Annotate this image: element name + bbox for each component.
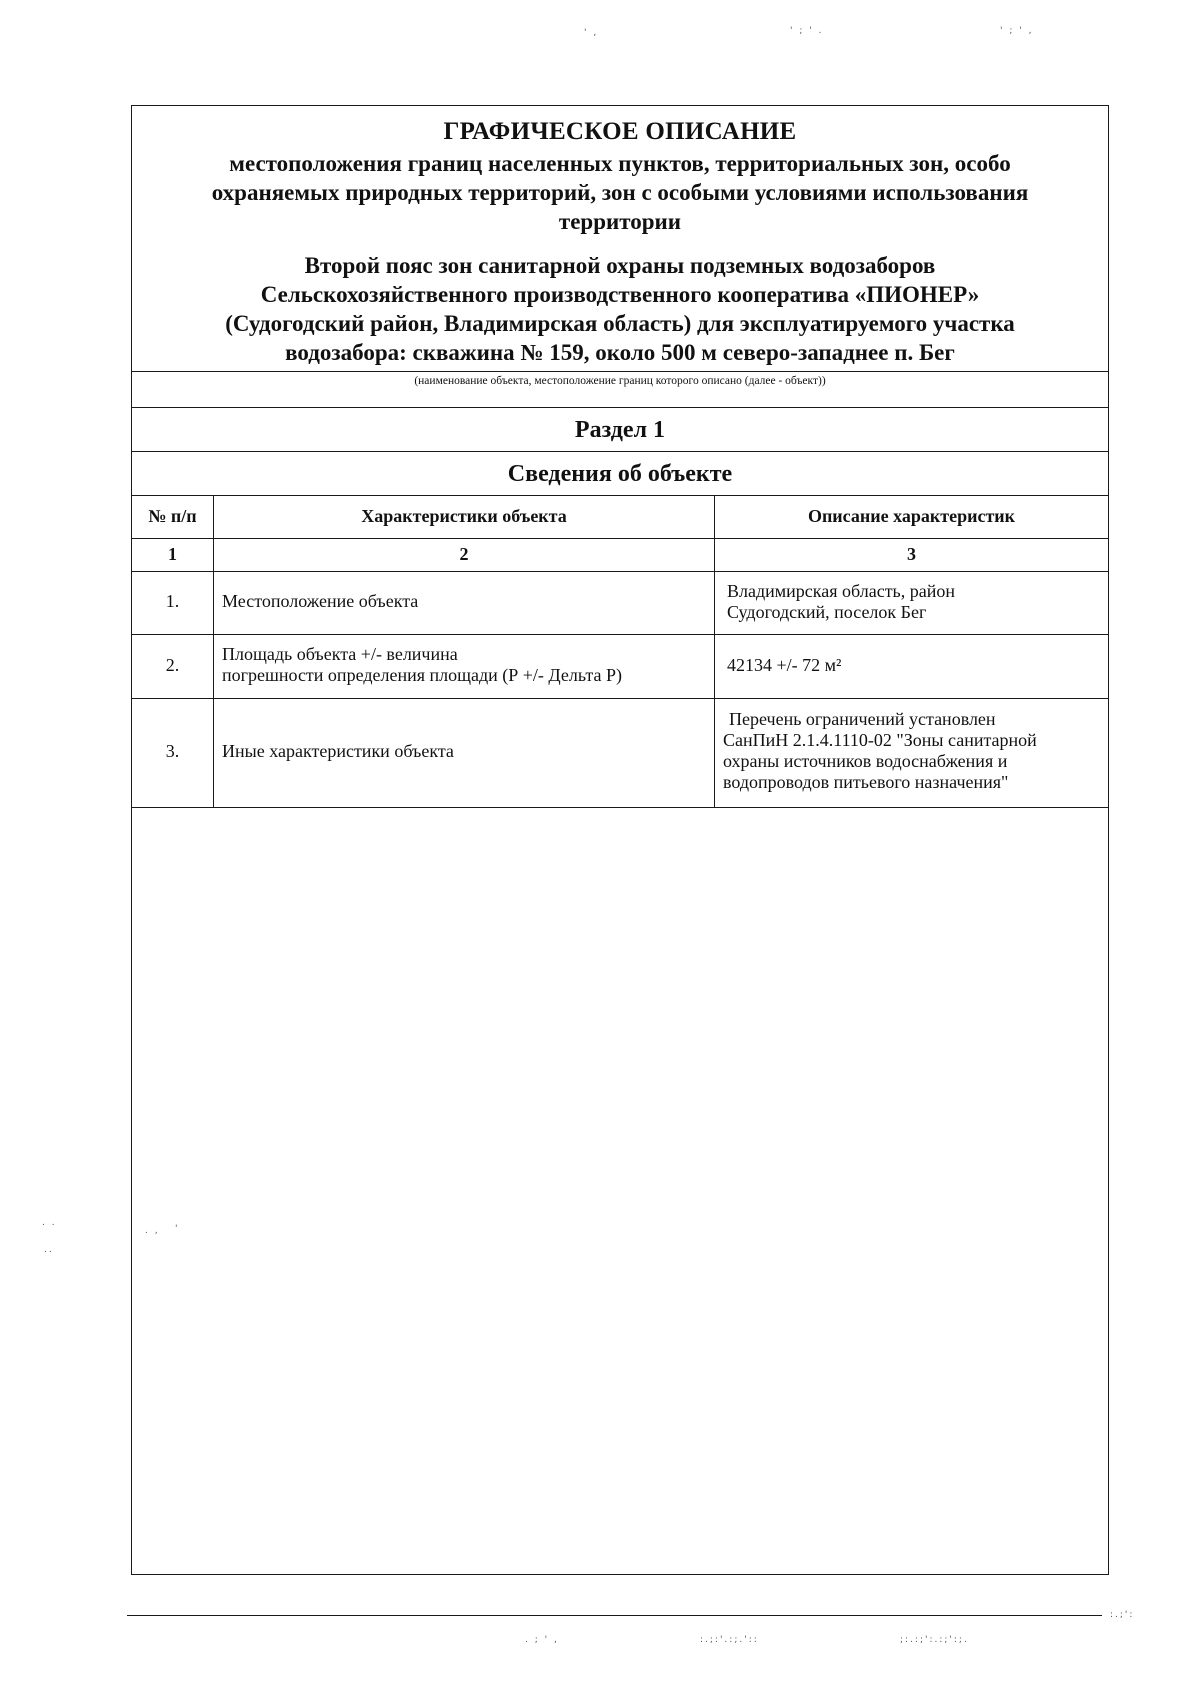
- scan-noise: ..: [44, 1245, 54, 1255]
- caption-row: [132, 372, 1108, 408]
- column-number: 2: [459, 544, 469, 564]
- table-cell: [715, 572, 1108, 634]
- row-number: 3.: [165, 741, 180, 761]
- subtitle-line: охраняемых природных территорий, зон с особыми условиями использования: [211, 180, 1029, 205]
- text-line: Перечень ограничений установлен: [729, 709, 996, 729]
- table-cell: [214, 539, 715, 571]
- header-num: № п/п: [148, 506, 197, 526]
- scan-noise: . ; ' ,: [525, 1635, 559, 1645]
- section-title: Раздел 1: [132, 408, 1108, 452]
- row-description: [727, 581, 1102, 623]
- bottom-divider: [127, 1615, 1102, 1616]
- table-header-cell: [214, 496, 715, 538]
- table-header-row: [132, 496, 1108, 539]
- header-characteristic: Характеристики объекта: [361, 506, 567, 526]
- object-name-line: водозабора: скважина № 159, около 500 м северо-западнее п. Бег: [285, 340, 955, 365]
- document-frame: [131, 105, 1109, 1575]
- scan-noise: ' ; ' .: [790, 26, 824, 36]
- text-line: Судогодский, поселок Бег: [727, 602, 927, 622]
- scan-noise: ;:.:;':.:;':;.: [900, 1635, 969, 1645]
- scan-noise: . .: [42, 1218, 57, 1228]
- scan-noise: . ,: [145, 1226, 160, 1236]
- scan-noise: ' ; ' ,: [1000, 26, 1034, 36]
- table-cell: [214, 572, 715, 634]
- row-characteristic: [222, 741, 708, 762]
- table-cell: [132, 539, 214, 571]
- column-number: 3: [907, 544, 916, 564]
- subtitle-line: территории: [558, 209, 682, 234]
- column-number: 1: [168, 544, 177, 564]
- text-line: СанПиН 2.1.4.1110-02 "Зоны санитарной: [723, 730, 1037, 750]
- table-column-numbers-row: [132, 539, 1108, 572]
- table-cell: [715, 635, 1108, 698]
- scan-noise: :.;:'.:;.'::: [700, 1635, 759, 1645]
- table-row: [132, 699, 1108, 808]
- object-name-line: Сельскохозяйственного производственного кооператива «ПИОНЕР»: [260, 282, 980, 307]
- object-name-line: (Судогодский район, Владимирская область) для эксплуатируемого участка: [225, 311, 1015, 336]
- table-cell: [132, 635, 214, 698]
- object-name-line: Второй пояс зон санитарной охраны подземных водозаборов: [304, 253, 936, 278]
- text-line: Владимирская область, район: [727, 581, 956, 601]
- object-name: [142, 251, 1098, 367]
- table-header-cell: [132, 496, 214, 538]
- text-line: водопроводов питьевого назначения": [723, 772, 1009, 792]
- text-line: Площадь объекта +/- величина: [222, 644, 458, 664]
- header-description: Описание характеристик: [807, 506, 1016, 526]
- document-header: [132, 106, 1108, 372]
- row-description: [723, 709, 1102, 793]
- row-description: [727, 655, 1102, 676]
- text-line: 42134 +/- 72 м²: [727, 655, 842, 675]
- table-cell: [214, 699, 715, 807]
- object-info-table: [132, 496, 1108, 808]
- table-cell: [715, 699, 1108, 807]
- table-cell: [132, 699, 214, 807]
- table-header-cell: [715, 496, 1108, 538]
- table-cell: [715, 539, 1108, 571]
- row-number: 2.: [165, 655, 180, 675]
- table-row: [132, 572, 1108, 635]
- document-subtitle: [142, 149, 1098, 236]
- row-number: 1.: [165, 591, 180, 611]
- table-cell: [132, 572, 214, 634]
- section-subtitle: Сведения об объекте: [132, 452, 1108, 496]
- text-line: погрешности определения площади (Р +/- Дельта Р): [222, 665, 622, 685]
- row-characteristic: [222, 644, 708, 686]
- object-caption: (наименование объекта, местоположение границ которого описано (далее - объект)): [414, 375, 826, 387]
- scan-noise: :.;':: [1110, 1610, 1135, 1620]
- scan-noise: ': [175, 1224, 180, 1234]
- subtitle-line: местоположения границ населенных пунктов, территориальных зон, особо: [229, 151, 1011, 176]
- text-line: охраны источников водоснабжения и: [723, 751, 1008, 771]
- table-cell: [214, 635, 715, 698]
- row-characteristic: [222, 591, 708, 612]
- text-line: Местоположение объекта: [222, 591, 419, 611]
- table-row: [132, 635, 1108, 699]
- scan-noise: ' ,: [584, 28, 599, 38]
- document-title: ГРАФИЧЕСКОЕ ОПИСАНИЕ: [443, 118, 797, 145]
- text-line: Иные характеристики объекта: [222, 741, 454, 761]
